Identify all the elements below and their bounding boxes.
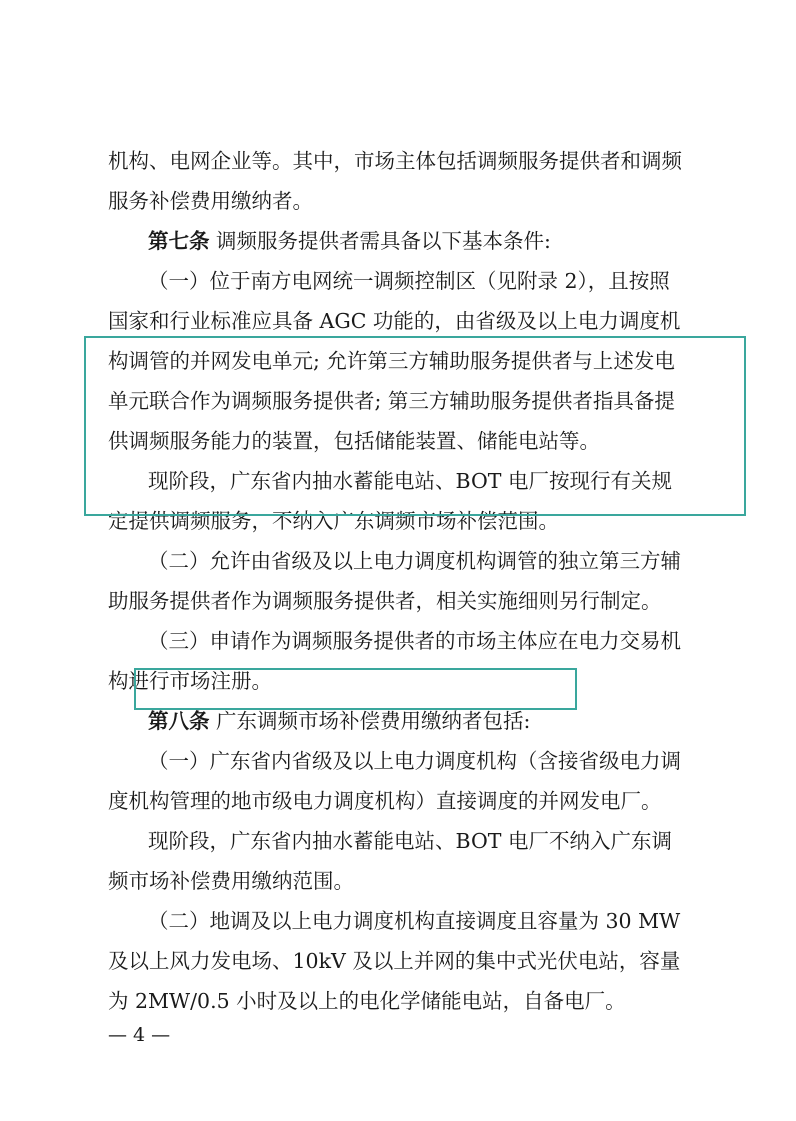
text-line: （一）广东省内省级及以上电力调度机构（含接省级电力调 bbox=[148, 749, 681, 773]
article-8-heading: 第八条 bbox=[148, 709, 210, 733]
article-7-heading-line bbox=[148, 223, 698, 259]
article-8-heading-line bbox=[148, 703, 698, 739]
text-line: 定提供调频服务，不纳入广东调频市场补偿范围。 bbox=[108, 509, 559, 533]
page-number: — 4 — bbox=[108, 1024, 171, 1046]
text-line: （一）位于南方电网统一调频控制区（见附录 2），且按照 bbox=[148, 269, 670, 293]
text-line: 及以上风力发电场、10kV 及以上并网的集中式光伏电站，容量 bbox=[108, 949, 681, 973]
text-line: 国家和行业标准应具备 AGC 功能的，由省级及以上电力调度机 bbox=[108, 309, 681, 333]
text-line: （二）地调及以上电力调度机构直接调度且容量为 30 MW bbox=[148, 909, 681, 933]
text-line: 度机构管理的地市级电力调度机构）直接调度的并网发电厂。 bbox=[108, 789, 662, 813]
text-line: 机构、电网企业等。其中，市场主体包括调频服务提供者和调频 bbox=[108, 149, 682, 173]
article-8-text: 广东调频市场补偿费用缴纳者包括: bbox=[209, 709, 531, 733]
text-line: 构调管的并网发电单元; 允许第三方辅助服务提供者与上述发电 bbox=[108, 349, 675, 373]
text-line: 现阶段，广东省内抽水蓄能电站、BOT 电厂按现行有关规 bbox=[148, 469, 672, 493]
text-line: 构进行市场注册。 bbox=[108, 669, 272, 693]
text-line: 现阶段，广东省内抽水蓄能电站、BOT 电厂不纳入广东调 bbox=[148, 829, 672, 853]
text-line: 服务补偿费用缴纳者。 bbox=[108, 189, 313, 213]
text-line: （三）申请作为调频服务提供者的市场主体应在电力交易机 bbox=[148, 629, 681, 653]
text-line: 单元联合作为调频服务提供者; 第三方辅助服务提供者指具备提 bbox=[108, 389, 675, 413]
article-7-text: 调频服务提供者需具备以下基本条件: bbox=[209, 229, 551, 253]
text-line: （二）允许由省级及以上电力调度机构调管的独立第三方辅 bbox=[148, 549, 681, 573]
text-line: 频市场补偿费用缴纳范围。 bbox=[108, 869, 354, 893]
text-line: 为 2MW/0.5 小时及以上的电化学储能电站，自备电厂。 bbox=[108, 989, 626, 1013]
text-line: 助服务提供者作为调频服务提供者，相关实施细则另行制定。 bbox=[108, 589, 662, 613]
article-7-heading: 第七条 bbox=[148, 229, 210, 253]
text-line: 供调频服务能力的装置，包括储能装置、储能电站等。 bbox=[108, 429, 600, 453]
